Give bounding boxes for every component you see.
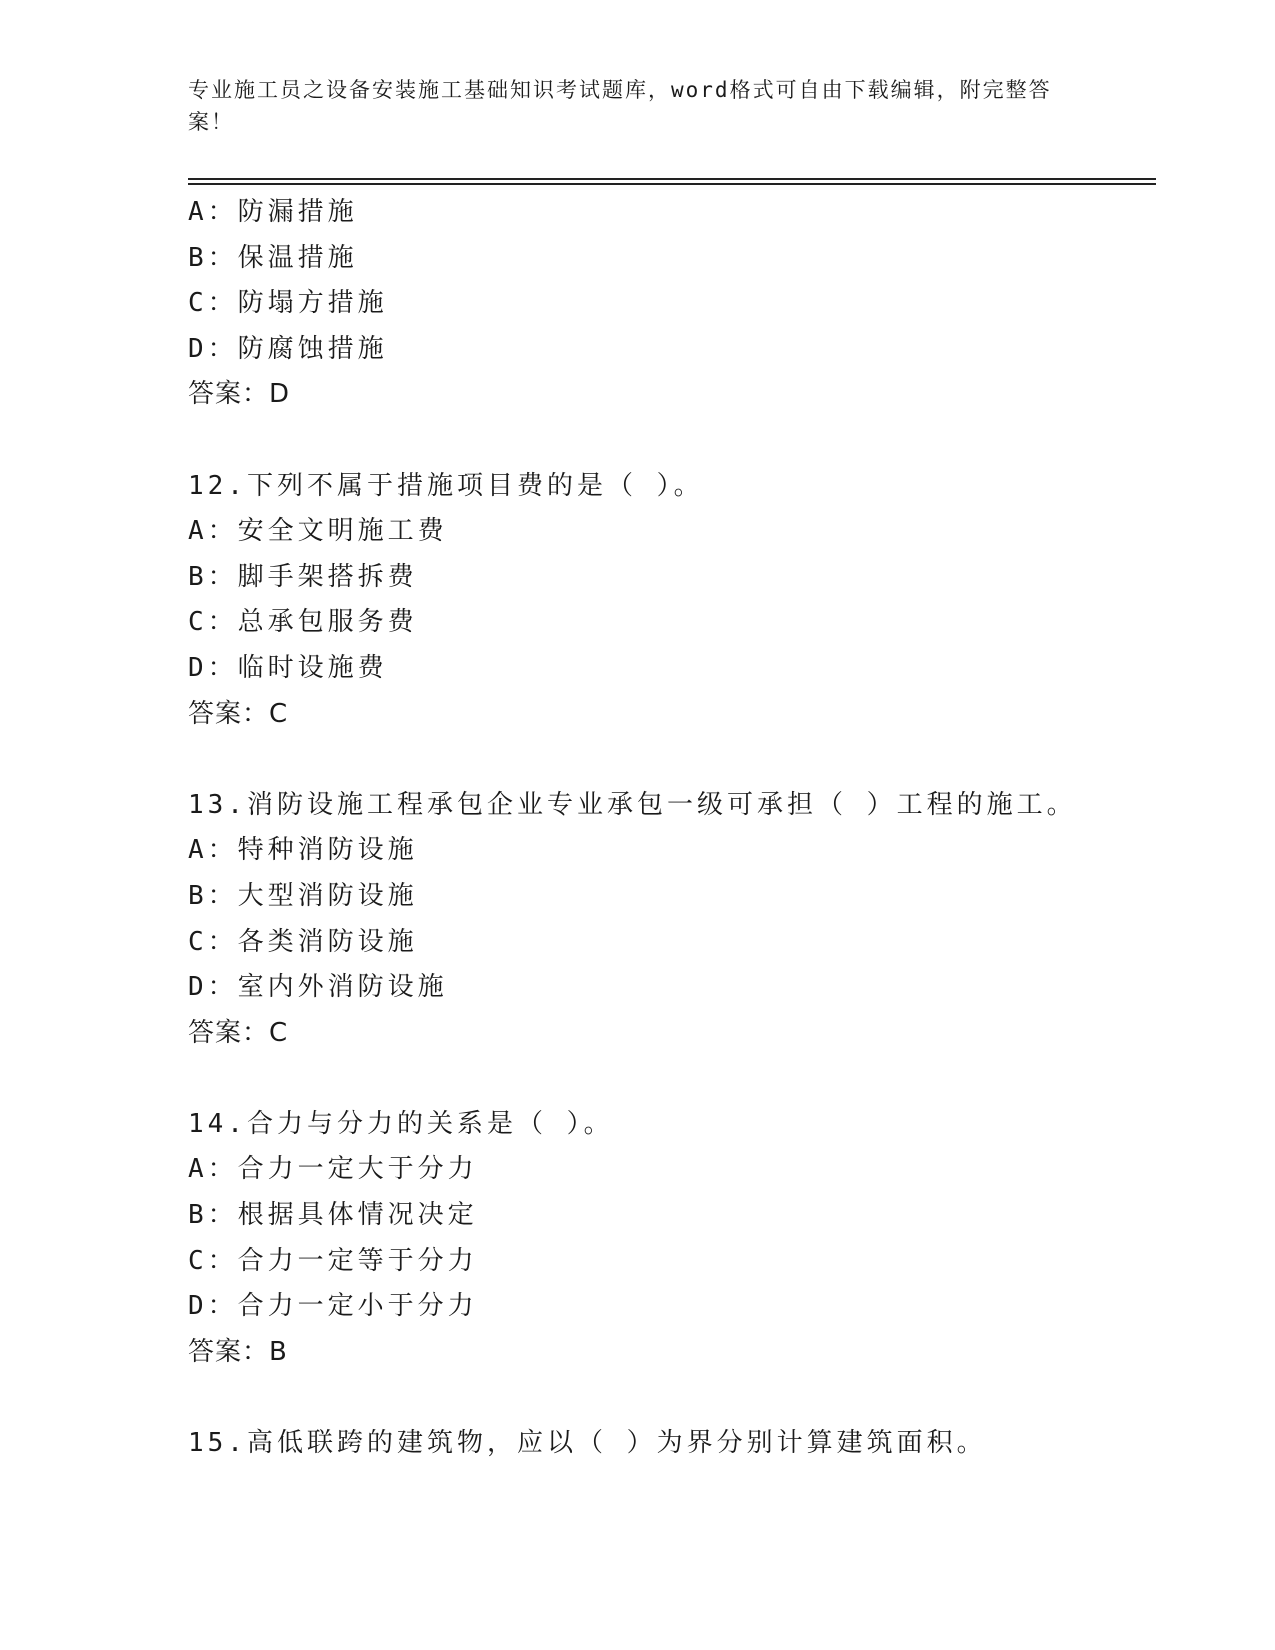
option-d: D：防腐蚀措施: [188, 333, 388, 364]
question-block-11: [188, 190, 1156, 418]
header-divider-bottom: [188, 183, 1156, 185]
option-c: C：总承包服务费: [188, 607, 418, 638]
question-block-13: [188, 783, 1156, 1057]
answer: 答案：B: [188, 1336, 288, 1367]
option-a: A：合力一定大于分力: [188, 1154, 478, 1185]
question-block-15: [188, 1421, 1156, 1467]
document-header: 专业施工员之设备安装施工基础知识考试题库，word格式可自由下载编辑，附完整答案！: [188, 78, 1052, 134]
option-a: A：安全文明施工费: [188, 516, 448, 547]
option-c: C：合力一定等于分力: [188, 1245, 478, 1276]
question-stem: 12.下列不属于措施项目费的是（ ）。: [188, 470, 704, 501]
option-b: B：大型消防设施: [188, 880, 418, 911]
option-c: C：防塌方措施: [188, 288, 388, 319]
question-stem: 13.消防设施工程承包企业专业承包一级可承担（ ）工程的施工。: [188, 789, 1077, 820]
answer: 答案：C: [188, 1017, 289, 1048]
option-d: D：临时设施费: [188, 652, 388, 683]
question-block-12: [188, 464, 1156, 738]
question-stem: 15.高低联跨的建筑物，应以（ ）为界分别计算建筑面积。: [188, 1428, 987, 1459]
question-block-14: [188, 1102, 1156, 1376]
answer: 答案：C: [188, 698, 289, 729]
spacer: [188, 737, 1156, 783]
answer: 答案：D: [188, 379, 291, 410]
question-list: [188, 190, 1156, 1467]
option-a: A：防漏措施: [188, 197, 358, 227]
spacer: [188, 1375, 1156, 1421]
option-a: A：特种消防设施: [188, 835, 418, 866]
option-b: B：脚手架搭拆费: [188, 561, 418, 592]
option-b: B：根据具体情况决定: [188, 1200, 478, 1231]
header-divider-top: [188, 178, 1156, 180]
spacer: [188, 1056, 1156, 1102]
option-d: D：室内外消防设施: [188, 972, 448, 1003]
option-d: D：合力一定小于分力: [188, 1291, 478, 1322]
spacer: [188, 418, 1156, 464]
option-c: C：各类消防设施: [188, 926, 418, 957]
option-b: B：保温措施: [188, 242, 358, 273]
question-stem: 14.合力与分力的关系是（ ）。: [188, 1108, 614, 1139]
